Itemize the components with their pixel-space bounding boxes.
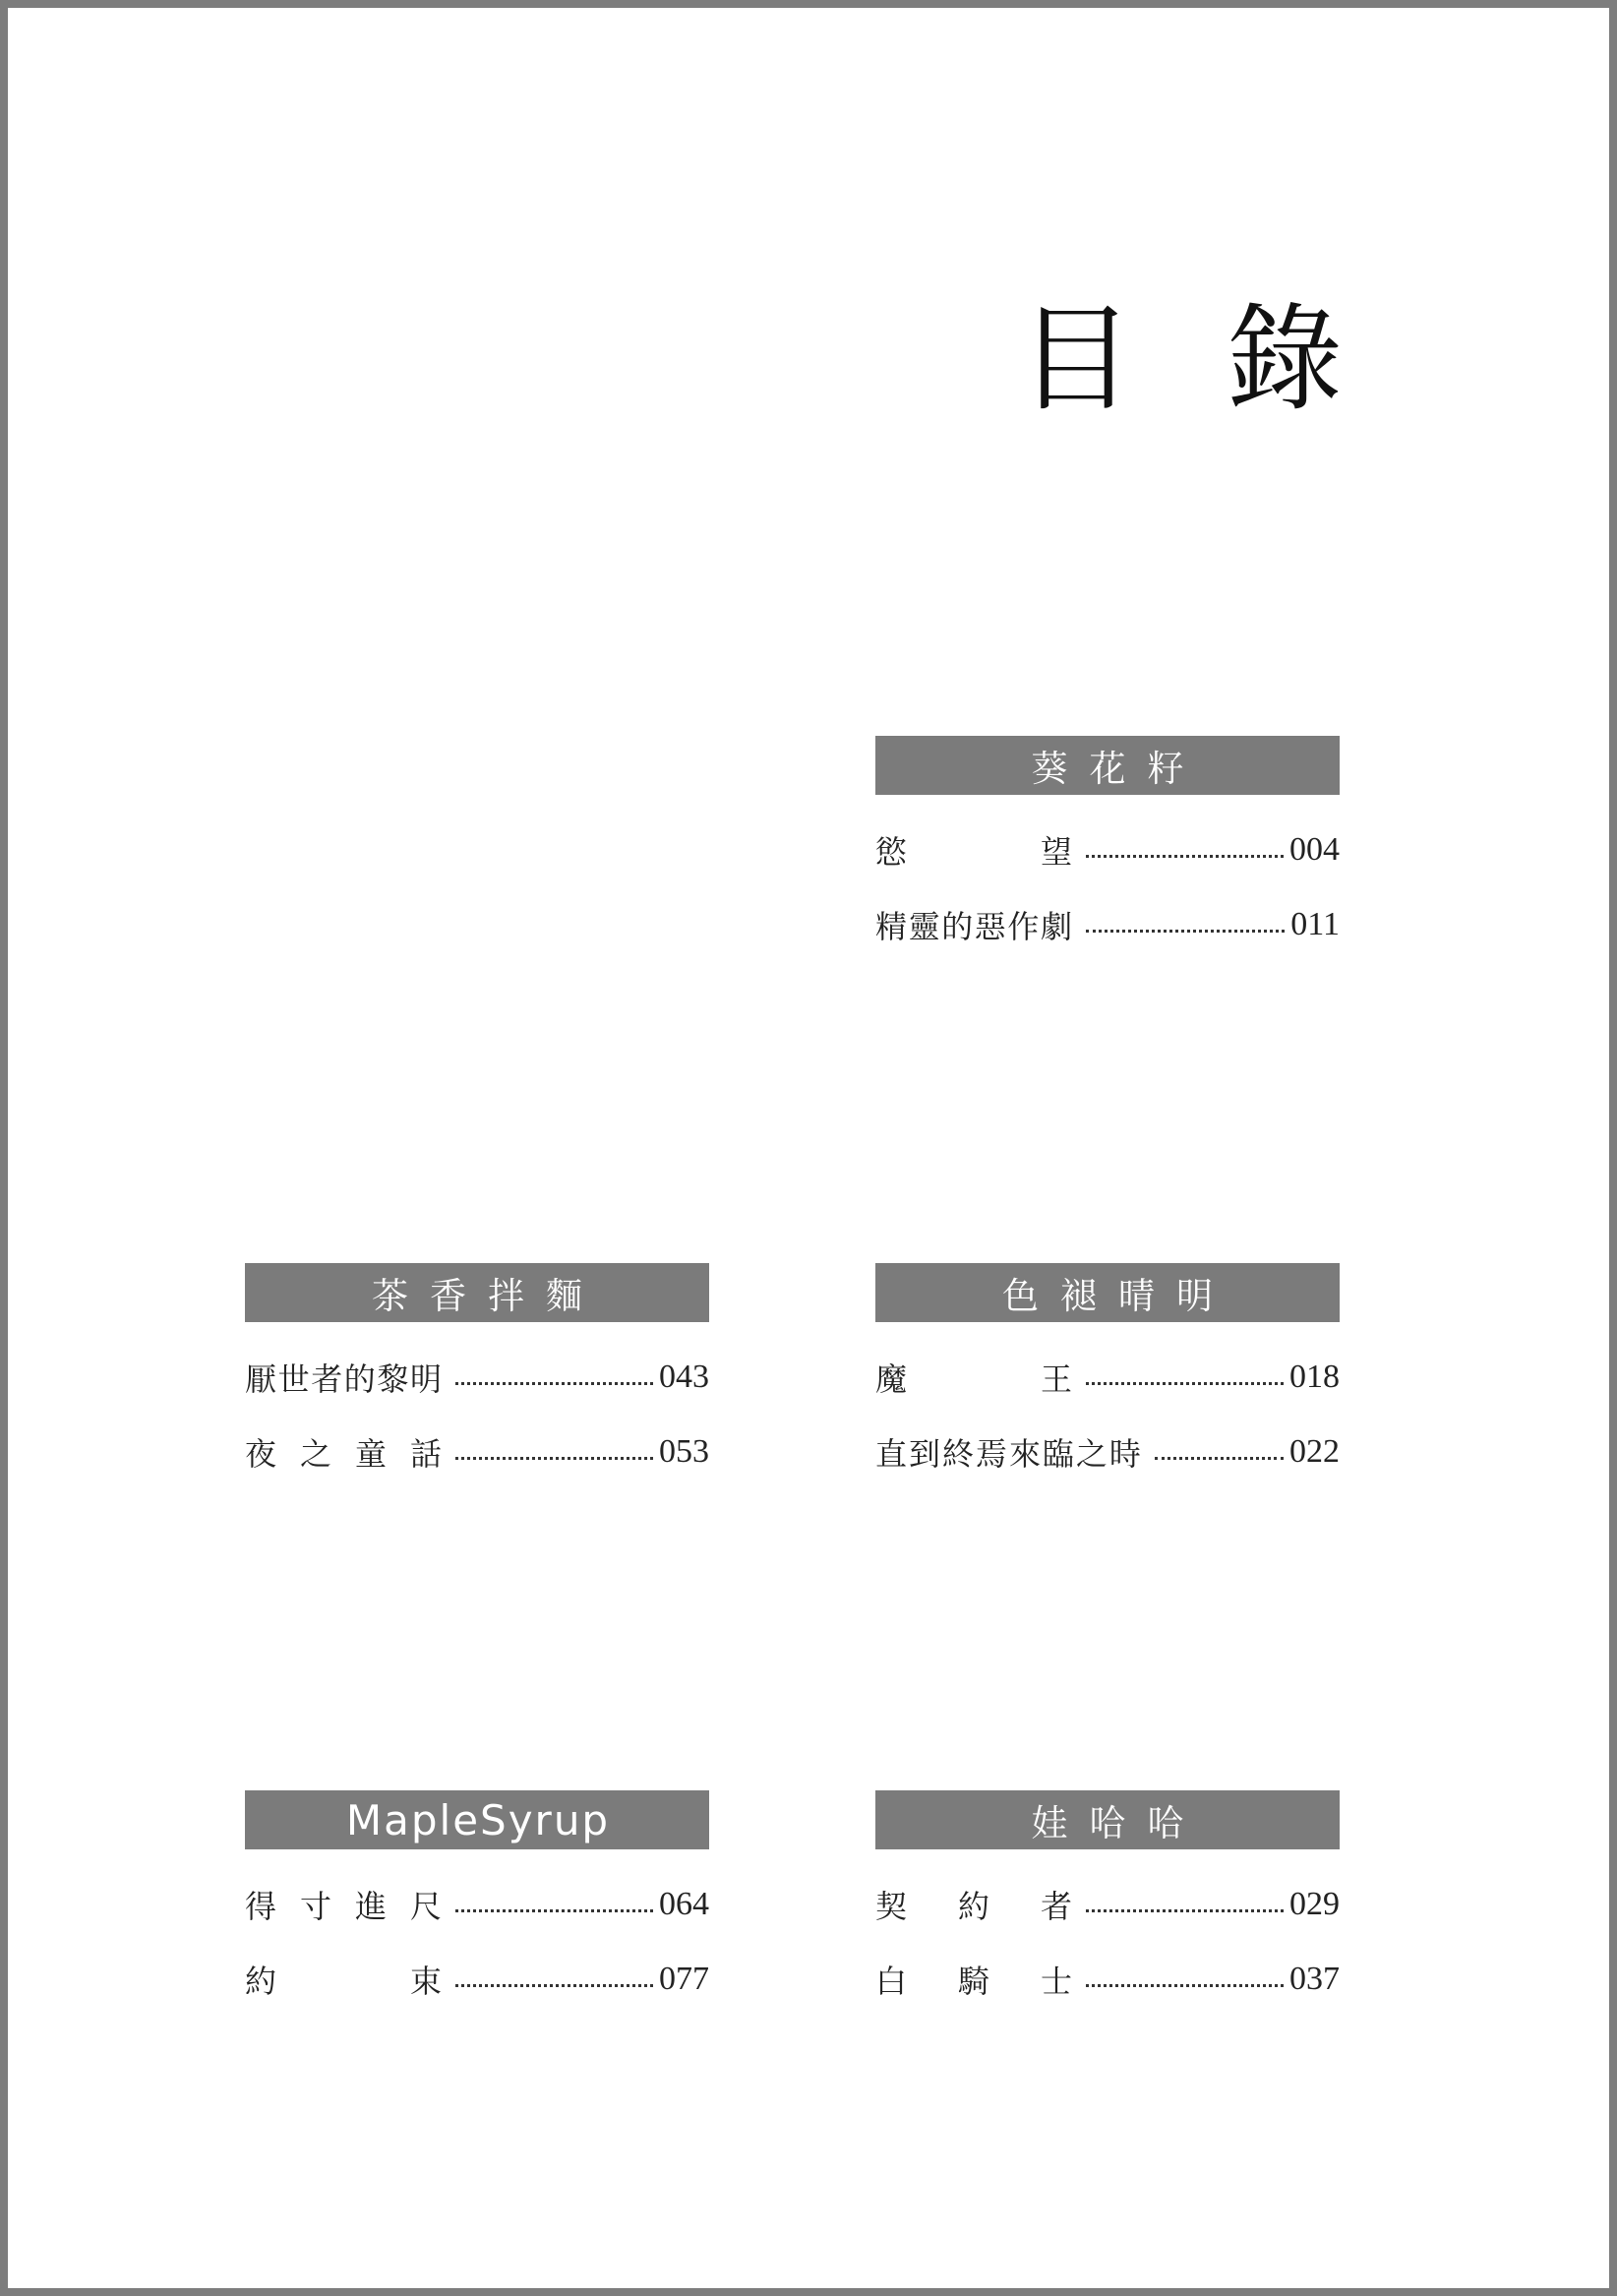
dot-leader	[1155, 1457, 1284, 1460]
dot-leader	[455, 1457, 653, 1460]
entry-title	[875, 902, 1072, 947]
entry-page-number: 011	[1290, 906, 1340, 942]
toc-entry[interactable]	[875, 1340, 1340, 1415]
dot-leader	[1086, 855, 1284, 858]
entry-title-char: 來	[1008, 1435, 1041, 1473]
entry-title-char: 世	[277, 1360, 310, 1398]
entry-title-char: 白	[875, 1963, 908, 2000]
entry-title-char: 的	[941, 908, 974, 945]
entry-page-number: 029	[1289, 1886, 1340, 1922]
entry-page-number: 018	[1289, 1359, 1340, 1395]
toc-entry[interactable]	[875, 1867, 1340, 1942]
entry-title-char: 魔	[875, 1360, 908, 1398]
entry-title-char: 王	[1040, 1360, 1072, 1398]
toc-entry[interactable]	[245, 1340, 709, 1415]
dot-leader	[455, 1909, 653, 1912]
section-se-ju-qing-ming	[875, 1263, 1340, 1489]
entry-page-number: 064	[659, 1886, 709, 1922]
entry-title-char: 望	[1040, 833, 1072, 871]
toc-entry[interactable]	[245, 1415, 709, 1489]
entry-title-char: 約	[957, 1888, 989, 1925]
entry-title-char: 者	[1040, 1888, 1072, 1925]
entry-title-char: 尺	[409, 1888, 442, 1925]
section-cha-xiang-ban-mian	[245, 1263, 709, 1489]
entry-title-char: 寸	[299, 1888, 331, 1925]
toc-entry[interactable]	[875, 887, 1340, 962]
entry-title-char: 厭	[245, 1360, 277, 1398]
entry-page-number: 053	[659, 1433, 709, 1470]
entry-list	[245, 1867, 709, 2017]
entry-title-char: 臨	[1042, 1435, 1074, 1473]
entry-title-char: 終	[941, 1435, 974, 1473]
section-kui-hua-zi	[875, 736, 1340, 962]
entry-title-char: 慾	[875, 833, 908, 871]
entry-title	[875, 1957, 1072, 2002]
entry-list	[875, 813, 1340, 962]
entry-title-char: 作	[1007, 908, 1040, 945]
toc-entry[interactable]	[875, 813, 1340, 887]
entry-title	[245, 1957, 442, 2002]
entry-title-char: 騎	[957, 1963, 989, 2000]
entry-title-char: 惡	[974, 908, 1006, 945]
section-header: 色褪晴明	[875, 1263, 1340, 1322]
entry-title-char: 焉	[975, 1435, 1007, 1473]
dot-leader	[455, 1984, 653, 1987]
section-header: 娃哈哈	[875, 1790, 1340, 1849]
entry-title-char: 的	[343, 1360, 376, 1398]
entry-list	[245, 1340, 709, 1489]
entry-title	[245, 1882, 442, 1927]
entry-title-char: 話	[409, 1435, 442, 1473]
entry-title-char: 約	[245, 1963, 277, 2000]
entry-title	[875, 1429, 1141, 1475]
section-header: 葵花籽	[875, 736, 1340, 795]
entry-title-char: 時	[1108, 1435, 1141, 1473]
dot-leader	[1086, 930, 1285, 933]
entry-title-char: 直	[875, 1435, 908, 1473]
dot-leader	[455, 1382, 653, 1385]
entry-title-char: 童	[354, 1435, 387, 1473]
entry-title	[875, 1355, 1072, 1400]
entry-title-char: 得	[245, 1888, 277, 1925]
toc-entry[interactable]	[245, 1867, 709, 1942]
entry-title-char: 契	[875, 1888, 908, 1925]
entry-page-number: 037	[1289, 1961, 1340, 1997]
entry-page-number: 022	[1289, 1433, 1340, 1470]
dot-leader	[1086, 1909, 1284, 1912]
entry-title-char: 明	[409, 1360, 442, 1398]
entry-title-char: 之	[1075, 1435, 1108, 1473]
entry-title	[245, 1429, 442, 1475]
entry-page-number: 043	[659, 1359, 709, 1395]
entry-title-char: 夜	[245, 1435, 277, 1473]
page-title-char: 錄	[1226, 291, 1343, 427]
entry-title	[245, 1355, 442, 1400]
entry-list	[875, 1867, 1340, 2017]
entry-title	[875, 827, 1072, 873]
toc-entry[interactable]	[245, 1942, 709, 2017]
entry-title-char: 到	[908, 1435, 940, 1473]
entry-title-char: 束	[409, 1963, 442, 2000]
entry-title-char: 士	[1040, 1963, 1072, 2000]
entry-title-char: 進	[354, 1888, 387, 1925]
entry-page-number: 004	[1289, 831, 1340, 868]
section-header: 茶香拌麵	[245, 1263, 709, 1322]
section-wa-ha-ha	[875, 1790, 1340, 2017]
section-maple-syrup	[245, 1790, 709, 2017]
entry-title-char: 精	[875, 908, 908, 945]
toc-entry[interactable]	[875, 1415, 1340, 1489]
entry-page-number: 077	[659, 1961, 709, 1997]
page-title-char: 目	[1018, 291, 1135, 427]
section-header: MapleSyrup	[245, 1790, 709, 1849]
entry-title-char: 之	[299, 1435, 331, 1473]
dot-leader	[1086, 1382, 1284, 1385]
entry-title-char: 黎	[377, 1360, 409, 1398]
toc-entry[interactable]	[875, 1942, 1340, 2017]
page-title	[1018, 290, 1343, 428]
entry-title-char: 劇	[1040, 908, 1072, 945]
entry-title-char: 靈	[908, 908, 940, 945]
dot-leader	[1086, 1984, 1284, 1987]
entry-title	[875, 1882, 1072, 1927]
entry-title-char: 者	[311, 1360, 343, 1398]
entry-list	[875, 1340, 1340, 1489]
